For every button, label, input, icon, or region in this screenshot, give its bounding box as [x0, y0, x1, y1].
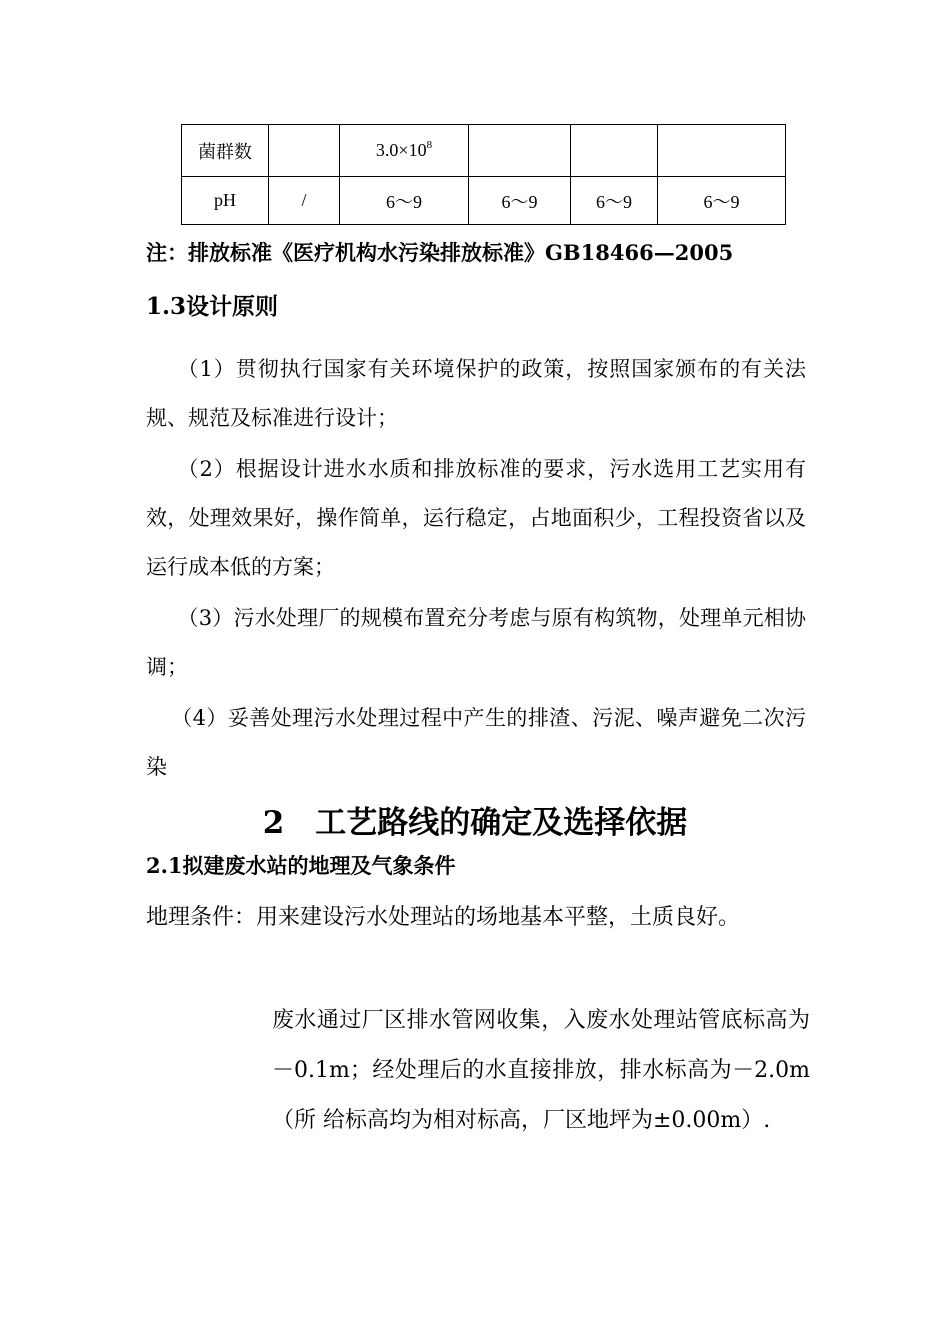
chapter-heading-2: 2 工艺路线的确定及选择依据 — [262, 805, 688, 841]
cell-value: 6～9 — [386, 191, 422, 212]
principle-item-4: （4）妥善处理污水处理过程中产生的排渣、污泥、噪声避免二次污染 — [146, 706, 806, 779]
table-cell — [658, 125, 786, 177]
table-cell — [469, 125, 571, 177]
table-cell: pH — [182, 177, 269, 225]
table-row — [182, 125, 786, 177]
principle-item-3: （3）污水处理厂的规模布置充分考虑与原有构筑物，处理单元相协调； — [146, 606, 806, 679]
standards-table — [181, 124, 786, 225]
cell-value: 3.0×10 — [375, 140, 427, 160]
cell-exponent: 8 — [426, 139, 433, 151]
wastewater-paragraph: 废水通过厂区排水管网收集，入废水处理站管底标高为－0.1m；经处理后的水直接排放，排水标高为－2.0m（所 给标高均为相对标高，厂区地坪为±0.00m）. — [272, 1008, 810, 1133]
table-row — [182, 177, 786, 225]
table-cell — [340, 125, 469, 177]
table-cell — [269, 125, 340, 177]
table-cell: 6～9 — [469, 177, 571, 225]
principle-item-2: （2）根据设计进水水质和排放标准的要求，污水选用工艺实用有效，处理效果好，操作简单，运行稳定，占地面积少，工程投资省以及运行成本低的方案； — [146, 457, 806, 579]
table-cell: 菌群数 — [182, 125, 269, 177]
standard-note: 注：排放标准《医疗机构水污染排放标准》GB18466—2005 — [146, 240, 734, 265]
table-cell — [340, 177, 469, 225]
table-cell: 6～9 — [658, 177, 786, 225]
table-cell: / — [269, 177, 340, 225]
table-cell: 6～9 — [571, 177, 658, 225]
geography-paragraph: 地理条件：用来建设污水处理站的场地基本平整，土质良好。 — [146, 905, 741, 930]
principle-item-1: （1）贯彻执行国家有关环境保护的政策，按照国家颁布的有关法规、规范及标准进行设计； — [146, 357, 806, 430]
section-heading-2-1: 2.1拟建废水站的地理及气象条件 — [146, 853, 456, 878]
section-heading-1-3: 1.3设计原则 — [146, 293, 279, 320]
table-cell — [571, 125, 658, 177]
